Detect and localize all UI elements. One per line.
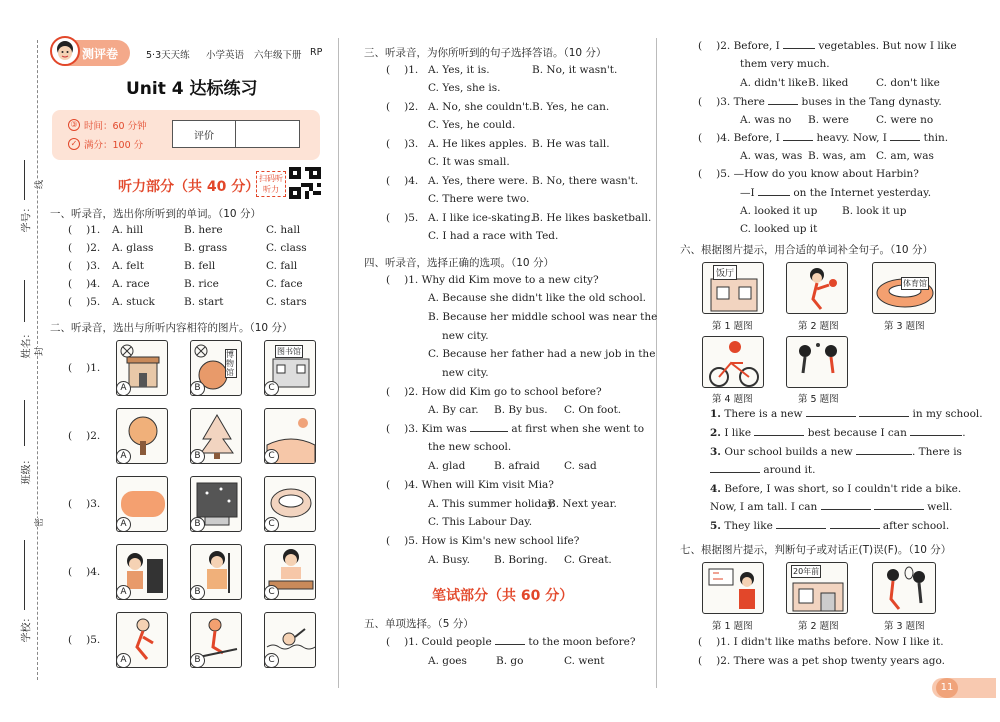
column-divider [656,38,657,688]
evaluation-box[interactable] [172,120,300,148]
list-item: ( )5. [68,296,101,308]
picture-cycling[interactable] [702,336,764,388]
list-item: ( )1. Why did Kim move to a new city? [386,274,599,286]
section-4-title: 四、听录音，选择正确的选项。（10 分） [364,257,554,269]
list-item: ( )4. Before, I heavy. Now, I thin. [698,132,949,144]
caption: 第 2 题图 [798,621,839,632]
question-number: ( )1. [68,362,101,374]
score-icon: ✓ [68,138,80,150]
dining-hall-sign: 饭厅 [713,265,737,280]
xuehao-blank [24,160,25,200]
question-number: ( )2. [68,430,101,442]
list-item: ( )1. I didn't like maths before. Now I like it. [698,636,944,648]
list-item: ( )2. How did Kim go to school before? [386,386,602,398]
section-4-list: ( )1. Why did Kim move to a new city? A. Because she didn't like the old school. B. Because her middle school was near the new city. C. Because her father had a new job in the new city. ( )2. How did Kim go to school before? A. By car. B. By bus. C. On foot. ( )3. Kim was at first when she went to the new school. A. glad B. afraid C. sad ( )4. When will Kim visit Mia? A. This summer holiday. B. Next year. C. This Labour Day. ( )5. How is Kim's new school life? A. Busy. B. Boring. C. Great. [386,274,658,566]
picture-skating[interactable]: A [116,612,168,668]
picture-gym[interactable] [872,262,936,314]
series-label: 5·3天天练 [146,50,190,61]
caption: 第 5 题图 [798,394,839,405]
picture-maths-boy[interactable] [702,562,764,614]
picture-swimming[interactable]: C [264,612,316,668]
picture-erhu-girl[interactable]: B [190,544,242,600]
question-number: ( )5. [68,634,101,646]
list-item: ( )2. [386,101,419,113]
library-sign: 图书馆 [277,347,301,356]
list-item: ( )1. [68,224,101,236]
binding-feng-label: 封 [32,347,45,356]
writing-header: 笔试部分（共 60 分） [432,588,574,604]
pet-shop-sign: 20年前 [793,567,820,576]
list-item: ( )2. [68,242,101,254]
xuehao-label: 学号： [21,202,33,233]
list-item: ( )3. [68,260,101,272]
gym-sign: 体育馆 [903,279,927,288]
list-item: ( )1. [386,64,419,76]
caption: 第 3 题图 [884,321,925,332]
list-item: ( )4. When will Kim visit Mia? [386,479,554,491]
list-item: ( )5. [386,212,419,224]
section-7-list [698,636,988,672]
evaluation-label: 评价 [194,131,214,142]
picture-badminton[interactable] [786,336,848,388]
page-number: 11 [936,678,958,698]
picture-piano-girl[interactable]: A [116,544,168,600]
picture-pet-shop[interactable] [786,562,848,614]
grade-label: 六年级下册 [254,50,302,61]
list-item: ( )4. [386,175,419,187]
list-item: ( )2. There was a pet shop twenty years ago. [698,655,946,667]
xuexiao-label: 学校： [21,612,33,643]
time-label: 时间：60 分钟 [84,121,147,132]
xingming-label: 姓名： [21,328,33,359]
list-item: ( )4. [68,278,101,290]
section-5-q1: ( )1. Could people to the moon before? A. goes B. go C. went [386,636,636,667]
list-item: ( )3. Kim was at first when she went to [386,423,645,435]
page-title: Unit 4 达标练习 [126,79,258,99]
time-icon: ③ [68,119,80,131]
picture-museum[interactable]: 博物馆 B [190,340,242,396]
picture-autumn-tree[interactable]: A [116,408,168,464]
picture-snow-tree[interactable]: B [190,408,242,464]
section-3-title: 三、听录音，为你所听到的句子选择答语。（10 分） [364,47,607,59]
subject-label: 小学英语 [206,50,245,61]
museum-sign: 博物馆 [225,349,237,378]
binding-line-label: 线 [32,180,45,189]
section-1-list: ( )1. A. hill B. here C. hall ( )2. A. glass B. grass C. class ( )3. A. felt B. fell C. fall ( )4. A. race B. rice C. face ( )5. A. stuck B. start C. stars [68,224,307,308]
section-3-list: ( )1. A. Yes, it is. B. No, it wasn't. C. Yes, she is. ( )2. A. No, she couldn't. B. Yes, he can. C. Yes, he could. ( )3. A. He likes apples. B. He was tall. C. It was small. ( )4. A. Yes, there were. B. No, there wasn't. C. There were two. ( )5. A. I like ice-skating. B. He likes basketball. C. I had a race with Ted. [386,64,652,242]
list-item: ( )5. How is Kim's new school life? [386,535,580,547]
list-item: ( )5. —How do you know about Harbin? [698,168,919,180]
qr-note: 扫码听听力 [256,171,286,197]
listening-header: 听力部分（共 40 分） [118,179,260,195]
section-6-sentences: 1. There is a new in my school. 2. I like best because I can . 3. Our school builds a new . There is around it. 4. Before, I was short, so I couldn't ride a bike. Now, I am tall. I can well. 5. They like after school. [710,408,983,532]
caption: 第 1 题图 [712,621,753,632]
picture-ping-pong[interactable] [786,262,848,314]
banji-blank [24,400,25,446]
picture-night-window[interactable]: B [190,476,242,532]
caption: 第 2 题图 [798,321,839,332]
picture-dining-hall[interactable] [702,262,764,314]
score-label: 满分：100 分 [84,140,144,151]
list-item: ( )1. Could people to the moon before? [386,636,636,648]
caption: 第 4 题图 [712,394,753,405]
section-5-continued: ( )2. Before, I vegetables. But now I like them very much. A. didn't like B. liked C. don't like ( )3. There buses in the Tang dynasty. A. was no B. were C. were no ( )4. Before, I heavy. Now, I thin. A. was, was B. was, am C. am, was ( )5. —How do you know about Harbin? —I on the Internet yesterday. A. looked it up B. look it up C. looked up it [698,40,957,235]
list-item: ( )2. Before, I vegetables. But now I like [698,40,957,52]
picture-skiing[interactable]: B [190,612,242,668]
picture-castle[interactable]: A [116,340,168,396]
question-number: ( )4. [68,566,101,578]
banji-label: 班级： [21,454,33,485]
section-1-title: 一、听录音，选出你所听到的单词。（10 分） [50,208,261,220]
picture-library[interactable]: 图书馆 C [264,340,316,396]
section-5-title: 五、单项选择。（5 分） [364,618,474,630]
section-7-title: 七、根据图片提示，判断句子或对话正(T)误(F)。（10 分） [680,544,952,556]
section-6-title: 六、根据图片提示，用合适的单词补全句子。（10 分） [680,244,933,256]
binding-mi-label: 密 [32,518,45,527]
picture-field[interactable]: C [264,408,316,464]
badge-label: 测评卷 [82,47,119,61]
column-divider [338,38,339,688]
question-number: ( )3. [68,498,101,510]
caption: 第 3 题图 [884,621,925,632]
binding-line [37,40,38,680]
caption: 第 1 题图 [712,321,753,332]
picture-tennis[interactable] [872,562,936,614]
xingming-blank [24,280,25,322]
picture-stadium[interactable]: C [264,476,316,532]
list-item: ( )3. [386,138,419,150]
section-2-title: 二、听录音，选出与所听内容相符的图片。（10 分） [50,322,293,334]
picture-guzheng-girl[interactable]: C [264,544,316,600]
picture-orange-shape[interactable]: A [116,476,168,532]
xuexiao-blank [24,540,25,610]
section-2-grid [68,338,328,678]
list-item: ( )3. There buses in the Tang dynasty. [698,96,942,108]
edition-label: RP [310,47,323,58]
qr-code-icon [289,167,321,199]
badge-face-icon [50,36,80,66]
